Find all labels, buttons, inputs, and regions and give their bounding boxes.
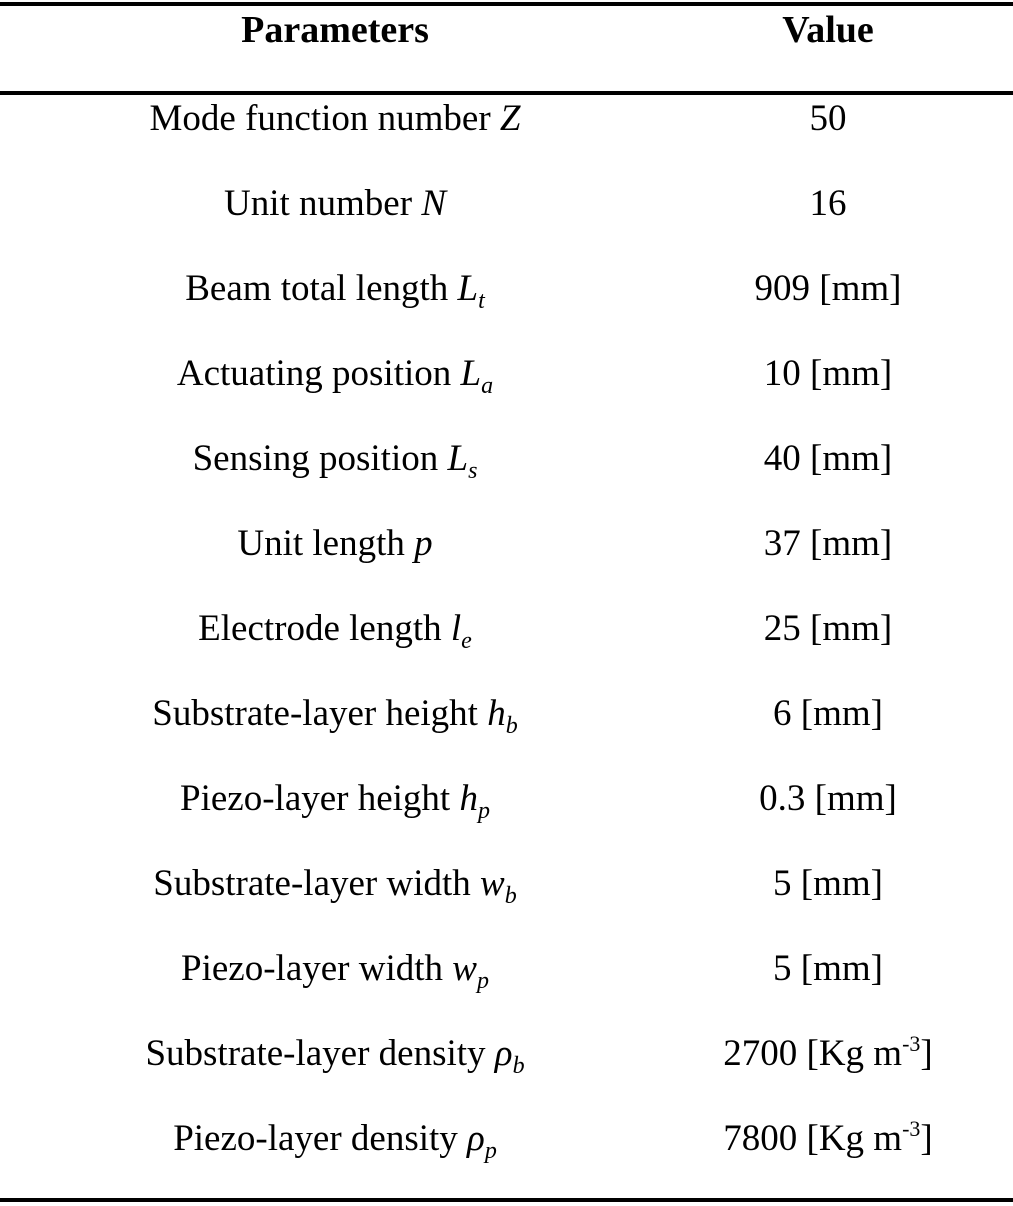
value-cell — [650, 862, 1006, 906]
parameter-cell — [0, 862, 670, 909]
parameter-label: Electrode length — [198, 608, 451, 649]
parameter-symbol: L — [457, 268, 479, 309]
table-row — [0, 1117, 1013, 1202]
parameter-subscript: t — [478, 288, 485, 314]
parameter-label: Sensing position — [192, 438, 448, 479]
value-cell — [650, 437, 1006, 481]
value-text: 37 [mm] — [763, 523, 893, 564]
table-row — [0, 692, 1013, 777]
parameter-cell — [0, 692, 670, 739]
value-text: 2700 [Kg m — [723, 1033, 903, 1074]
parameter-symbol: ρ — [494, 1033, 513, 1074]
parameter-subscript: p — [476, 968, 489, 994]
bottom-rule — [0, 1198, 1013, 1202]
parameter-symbol: p — [414, 523, 433, 564]
table-row — [0, 437, 1013, 522]
parameter-cell — [0, 777, 670, 824]
header-rule — [0, 91, 1013, 95]
parameter-cell — [0, 182, 670, 226]
parameter-cell — [0, 97, 670, 141]
parameter-subscript: s — [468, 458, 478, 484]
parameter-subscript: b — [505, 713, 518, 739]
value-text: 5 [mm] — [773, 863, 883, 904]
value-text: 16 — [809, 183, 847, 224]
parameter-cell — [0, 267, 670, 314]
parameter-symbol: h — [459, 778, 478, 819]
value-superscript: -3 — [902, 1116, 921, 1141]
parameter-subscript: e — [461, 628, 472, 654]
table-row — [0, 777, 1013, 862]
value-cell — [650, 777, 1006, 821]
parameter-symbol: N — [421, 183, 446, 224]
table-row — [0, 352, 1013, 437]
header-value: Value — [782, 9, 874, 51]
parameter-symbol: w — [480, 863, 505, 904]
parameter-label: Piezo-layer density — [173, 1118, 468, 1159]
parameter-label: Mode function number — [149, 98, 500, 139]
parameter-symbol: w — [452, 948, 477, 989]
table-row — [0, 522, 1013, 607]
value-cell — [650, 267, 1006, 311]
parameter-label: Substrate-layer width — [153, 863, 481, 904]
value-text: 5 [mm] — [773, 948, 883, 989]
parameter-subscript: p — [477, 798, 490, 824]
parameter-label: Substrate-layer height — [152, 693, 488, 734]
value-text: 50 — [809, 98, 847, 139]
parameter-label: Piezo-layer height — [180, 778, 460, 819]
parameter-cell — [0, 522, 670, 566]
parameter-subscript: b — [512, 1053, 525, 1079]
parameter-symbol: L — [447, 438, 469, 479]
parameter-cell — [0, 607, 670, 654]
value-text: 25 [mm] — [763, 608, 893, 649]
value-cell — [650, 947, 1006, 991]
value-text: 40 [mm] — [763, 438, 893, 479]
value-cell — [650, 607, 1006, 651]
table-row — [0, 182, 1013, 267]
value-cell — [650, 692, 1006, 736]
header-parameters: Parameters — [241, 9, 429, 51]
table-row — [0, 947, 1013, 1032]
value-text: 0.3 [mm] — [759, 778, 897, 819]
table-body — [0, 97, 1013, 1202]
parameter-symbol: h — [487, 693, 506, 734]
value-cell — [650, 1032, 1006, 1076]
parameter-label: Beam total length — [185, 268, 458, 309]
parameter-symbol: L — [460, 353, 482, 394]
top-rule — [0, 2, 1013, 6]
value-text: 909 [mm] — [754, 268, 902, 309]
value-superscript: -3 — [902, 1031, 921, 1056]
parameter-cell — [0, 947, 670, 994]
parameter-label: Substrate-layer density — [145, 1033, 495, 1074]
parameter-cell — [0, 437, 670, 484]
parameter-cell — [0, 1032, 670, 1079]
table-row — [0, 1032, 1013, 1117]
value-cell — [650, 522, 1006, 566]
value-text: 10 [mm] — [763, 353, 893, 394]
value-cell — [650, 97, 1006, 141]
value-end: ] — [920, 1033, 933, 1074]
parameter-subscript: a — [481, 373, 494, 399]
value-cell — [650, 182, 1006, 226]
parameter-label: Piezo-layer width — [181, 948, 453, 989]
parameter-subscript: b — [504, 883, 517, 909]
value-text: 6 [mm] — [773, 693, 883, 734]
parameter-symbol: Z — [499, 98, 521, 139]
parameter-label: Unit number — [224, 183, 422, 224]
parameter-cell — [0, 352, 670, 399]
parameter-symbol: ρ — [467, 1118, 485, 1159]
table-row — [0, 607, 1013, 692]
value-end: ] — [920, 1118, 933, 1159]
parameter-subscript: p — [484, 1138, 497, 1164]
value-cell — [650, 1117, 1006, 1161]
table-row — [0, 97, 1013, 182]
parameter-cell — [0, 1117, 670, 1164]
table-row — [0, 862, 1013, 947]
parameter-label: Unit length — [237, 523, 415, 564]
parameter-symbol: l — [450, 608, 462, 649]
value-cell — [650, 352, 1006, 396]
parameter-label: Actuating position — [176, 353, 461, 394]
table-row — [0, 267, 1013, 352]
value-text: 7800 [Kg m — [723, 1118, 903, 1159]
